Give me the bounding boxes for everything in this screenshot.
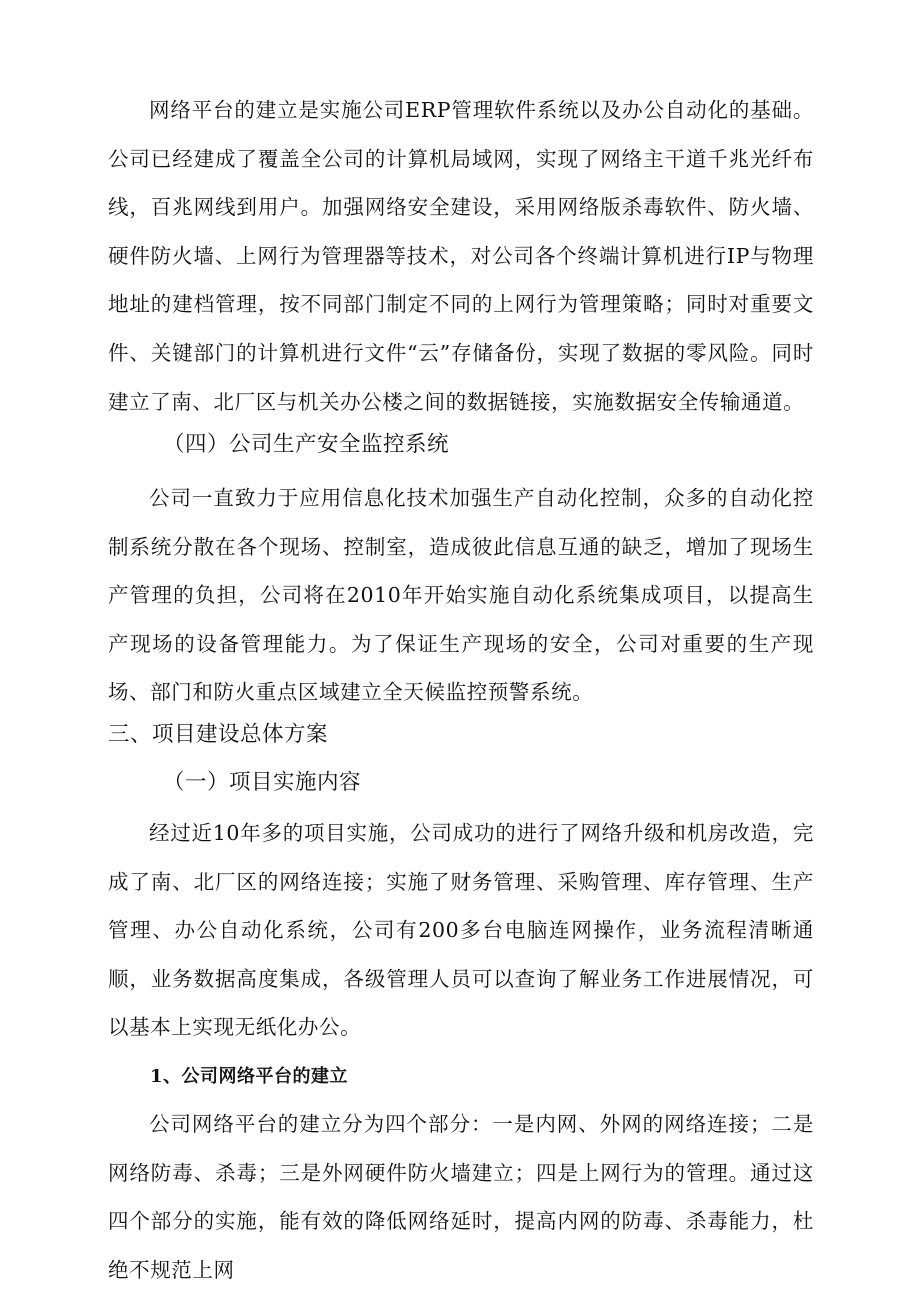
paragraph-network-foundation: 网络平台的建立是实施公司ERP管理软件系统以及办公自动化的基础。公司已经建成了覆盖全公司的计算机局域网，实现了网络主干道千兆光纤布线，百兆网线到用户。加强网络安全建设，采用网络版杀毒软件、防火墙、硬件防火墙、上网行为管理器等技术，对公司各个终端计算机进行IP与物理地址的建档管理，按不同部门制定不同的上网行为管理策略；同时对重要文件、关键部门的计算机进行文件“云”存储备份，实现了数据的零风险。同时建立了南、北厂区与机关办公楼之间的数据链接，实施数据安全传输通道。 <box>108 98 814 414</box>
heading-safety-monitoring: （四）公司生产安全监控系统 <box>163 432 450 457</box>
paragraph-implementation-content: 经过近10年多的项目实施，公司成功的进行了网络升级和机房改造，完成了南、北厂区的网络连接；实施了财务管理、采购管理、库存管理、生产管理、办公自动化系统，公司有200多台电脑连网操作，业务流程清晰通顺，业务数据高度集成，各级管理人员可以查询了解业务工作进展情况，可以基本上实现无纸化办公。 <box>108 821 814 1040</box>
heading-network-platform: 1、公司网络平台的建立 <box>150 1066 349 1087</box>
heading-overall-plan: 三、项目建设总体方案 <box>108 722 329 747</box>
paragraph-safety-monitoring: 公司一直致力于应用信息化技术加强生产自动化控制，众多的自动化控制系统分散在各个现场、控制室，造成彼此信息互通的缺乏，增加了现场生产管理的负担，公司将在2010年开始实施自动化系统集成项目，以提高生产现场的设备管理能力。为了保证生产现场的安全，公司对重要的生产现场、部门和防火重点区域建立全天候监控预警系统。 <box>108 486 814 705</box>
heading-implementation-content: （一）项目实施内容 <box>163 770 362 795</box>
paragraph-network-platform: 公司网络平台的建立分为四个部分：一是内网、外网的网络连接；二是网络防毒、杀毒；三是外网硬件防火墙建立；四是上网行为的管理。通过这四个部分的实施，能有效的降低网络延时，提高内网的防毒、杀毒能力，杜绝不规范上网 <box>108 1112 814 1282</box>
